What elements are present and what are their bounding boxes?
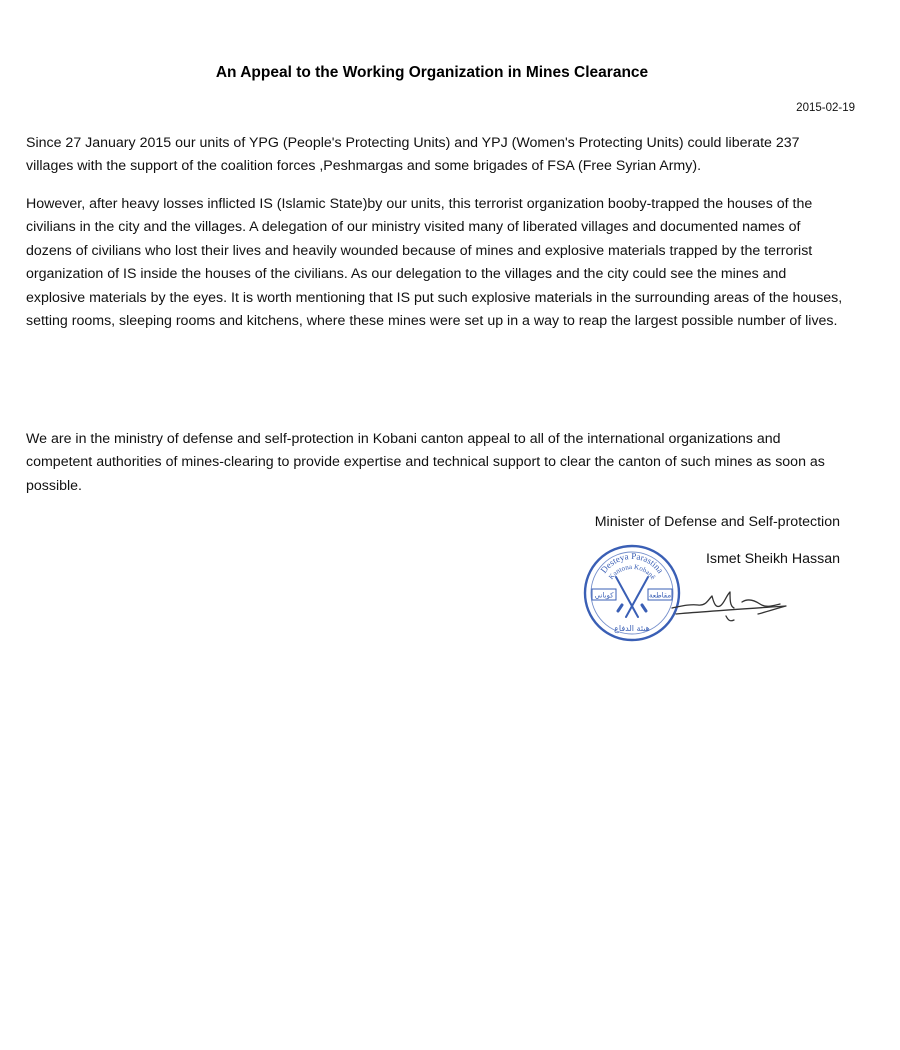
paragraph-appeal: We are in the ministry of defense and self-protection in Kobani canton appeal to all of the international organizations and competent authorities of mines-clearing to provide expertise and technical support to clear the canton of such mines as soon as possible. — [26, 431, 825, 494]
stamp-text-left: كوباني — [594, 591, 614, 600]
handwritten-signature — [668, 578, 792, 626]
paragraph-liberation: Since 27 January 2015 our units of YPG (People's Protecting Units) and YPJ (Women's Protecting Units) could liberate 237 villages with the support of the coalition forces ,Peshmargas and some brigades of FSA (Free Syrian Army). — [26, 135, 800, 175]
stamp-text-bottom: هيئة الدفاع — [614, 624, 650, 633]
stamp-text-top-2: Kantona Kobanê — [607, 562, 657, 582]
stamp-text-top: Desteya Parastina — [598, 550, 666, 576]
document-date: 2015-02-19 — [796, 102, 855, 114]
stamp-text-right: مقاطعة — [648, 591, 672, 600]
paragraph-booby-traps: However, after heavy losses inflicted IS (Islamic State)by our units, this terrorist organization booby-trapped the houses of the civilians in the city and the villages. A delegation of our ministry visited many of liberated villages and documented names of dozens of civilians who lost their lives and heavily wounded because of mines and explosive materials trapped by the terrorist organization of IS inside the houses of the civilians. As our delegation to the villages and the city could see the mines and explosive materials by the eyes. It is worth mentioning that IS put such explosive materials in the surrounding areas of the houses, setting rooms, sleeping rooms and kitchens, where these mines were set up in a way to reap the largest possible number of lives. — [26, 196, 843, 330]
signatory-name: Ismet Sheikh Hassan — [705, 551, 840, 567]
crossed-rifles-icon — [616, 577, 648, 617]
document-title: An Appeal to the Working Organization in Mines Clearance — [215, 64, 649, 81]
signatory-title: Minister of Defense and Self-protection — [594, 514, 840, 530]
